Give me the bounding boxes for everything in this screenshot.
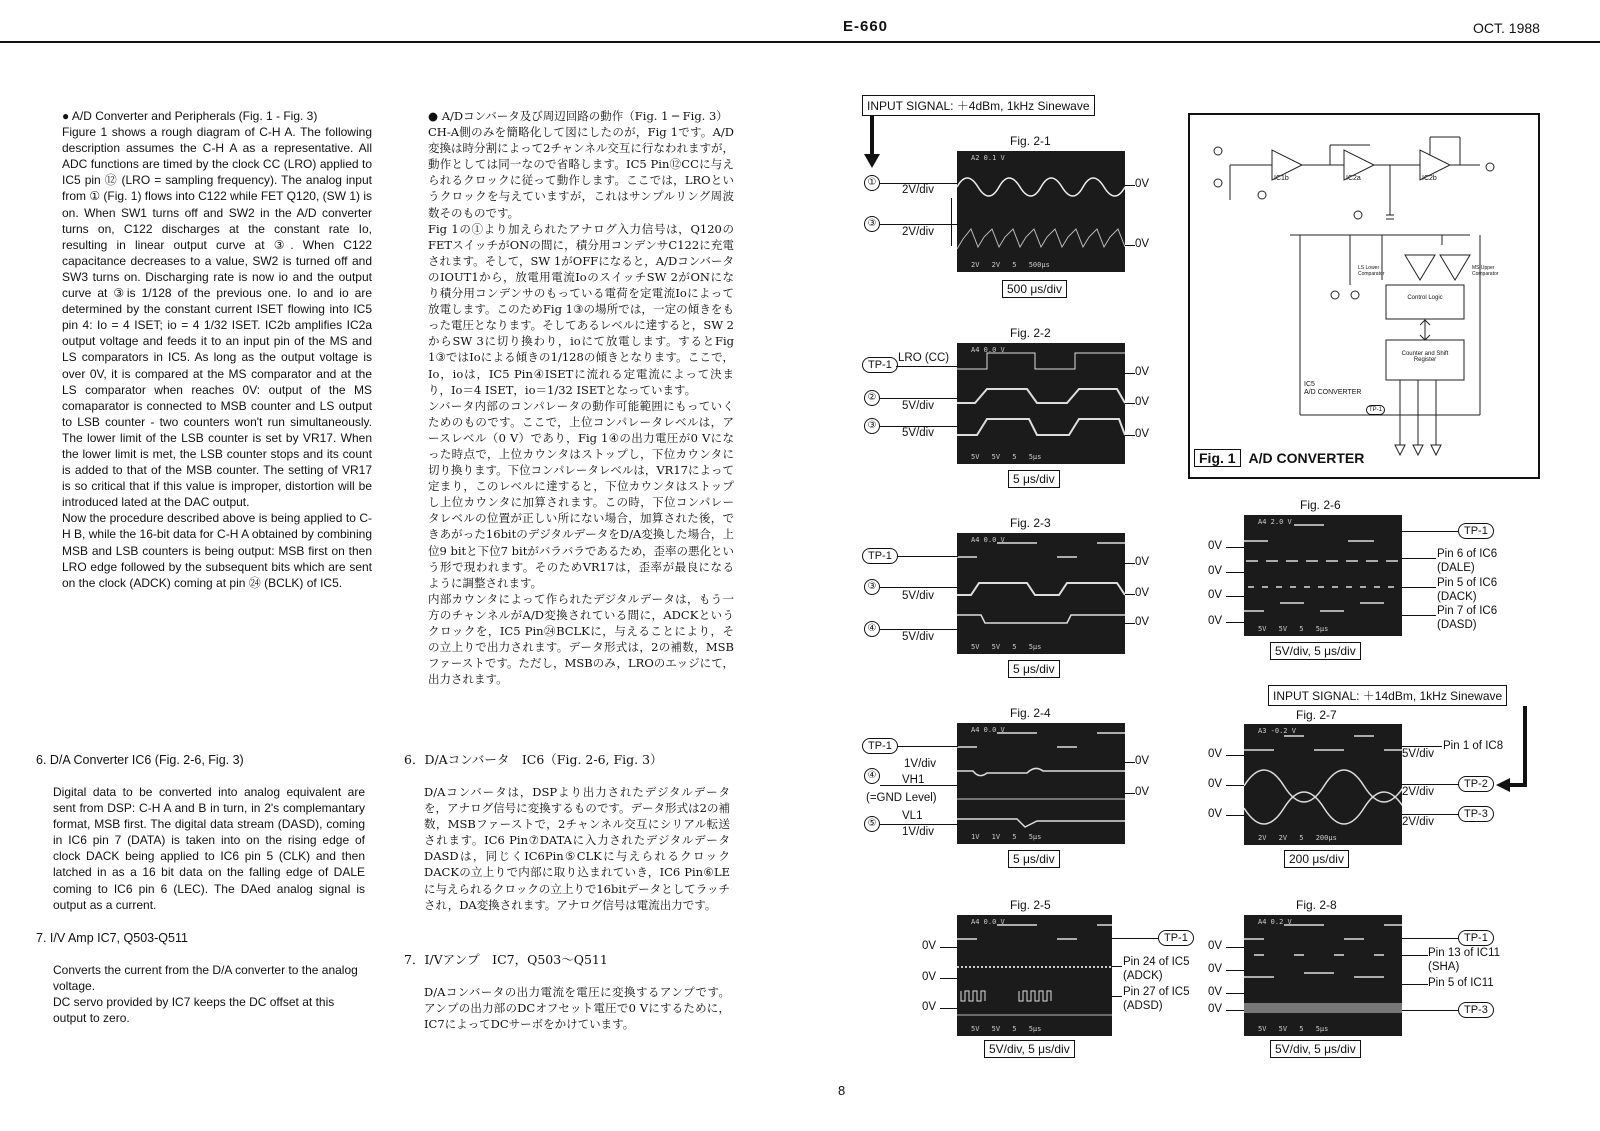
fig-2-3-zero1-line <box>1125 563 1135 564</box>
japanese-column <box>428 108 734 687</box>
fig-2-6-tp1-line <box>1402 531 1458 532</box>
jp-sec7-body: D/Aコンバータの出力電流を電圧に変換するアンプです。アンプの出力部のDCオフセット電圧で0 Vにするために，IC7によってDCサーボをかけています。 <box>424 985 730 1032</box>
en-sec7-title: 7. I/V Amp IC7, Q503-Q511 <box>36 931 188 945</box>
fig-2-6-zero2: 0V <box>1208 565 1223 577</box>
fig-2-2-ch2-scale: 5V/div <box>902 400 934 412</box>
fig-2-5-p24-line <box>1112 966 1122 967</box>
fig-2-7-scope <box>1244 724 1402 845</box>
fig-2-4-scope-top: A4 0.0 V <box>971 726 1005 734</box>
fig-2-8-zero3-line <box>1226 993 1244 994</box>
input-signal-2: INPUT SIGNAL: ＋14dBm, 1kHz Sinewave <box>1268 685 1507 706</box>
fig-2-7-zero3-line <box>1226 815 1244 816</box>
fig-2-4-scope-bottom: 1V 1V 5 5μs <box>971 833 1042 841</box>
fig-2-3-tp1: TP-1 <box>862 548 898 564</box>
fig-1-adconv: A/D CONVERTER <box>1304 389 1362 396</box>
fig-2-5-zero3-line <box>940 1008 957 1009</box>
fig-2-1-ch2-line <box>880 224 958 225</box>
fig-2-5-p27-line <box>1112 996 1122 997</box>
fig-2-4-vh-label: VH1 <box>902 774 925 786</box>
fig-2-2-marker-3: ③ <box>864 418 880 434</box>
fig-2-6-p5-line <box>1402 587 1436 588</box>
fig-2-1-zero2-line <box>1125 245 1135 246</box>
fig-2-3-scope <box>957 533 1125 654</box>
fig-2-8-pin13: Pin 13 of IC11 <box>1428 947 1501 959</box>
fig-2-3-zero3: 0V <box>1135 616 1150 628</box>
fig-2-7-zero2: 0V <box>1208 778 1223 790</box>
fig-2-1-timebase: 500 μs/div <box>1002 280 1067 298</box>
fig-2-8-pin5: Pin 5 of IC11 <box>1428 977 1494 989</box>
fig-2-3-scope-bottom: 5V 5V 5 5μs <box>971 643 1042 651</box>
fig-2-2-zero2: 0V <box>1135 396 1150 408</box>
input-arrow-head <box>864 154 880 168</box>
en-sec6-title: 6. D/A Converter IC6 (Fig. 2-6, Fig. 3) <box>36 753 244 767</box>
fig-2-8-zero1: 0V <box>1208 940 1223 952</box>
fig-1-caption-num: Fig. 1 <box>1194 449 1241 467</box>
fig-2-3-ch3-line <box>880 587 958 588</box>
fig-2-1-scope <box>957 151 1125 272</box>
fig-2-6-p6-line <box>1402 558 1436 559</box>
en-sec6-body: Digital data to be converted into analog equivalent are sent from DSP: C-H A and B in turn, in 2's complemantary format, MSB first. The digital data stream (DASD), coming in IC6 pin 7 (DATA) is taken into on the rising edge of clock DACK being applied to IC6 pin 5 (CLK) and then latched in as a 16 bit data on the falling edge of DALE coming to IC6 pin 6 (LEC). The DAed analog signal is output as a current. <box>53 785 365 912</box>
fig-2-5-pin27: Pin 27 of IC5 <box>1123 986 1190 998</box>
fig-2-3-zero2: 0V <box>1135 587 1150 599</box>
fig-2-8-scope-bottom: 5V 5V 5 5μs <box>1258 1025 1329 1033</box>
fig-2-8-zero4-line <box>1226 1010 1244 1011</box>
fig-2-7-tp2: TP-2 <box>1458 776 1494 792</box>
fig-2-2-zero2-line <box>1125 403 1135 404</box>
fig-2-7-pin1-line <box>1402 746 1442 747</box>
fig-2-2-marker-2: ② <box>864 390 880 406</box>
fig-2-1-zero1: 0V <box>1135 178 1150 190</box>
input2-arrow-head <box>1496 778 1510 792</box>
fig-2-8-zero1-line <box>1226 947 1244 948</box>
fig-2-1-zero1-line <box>1125 185 1135 186</box>
fig-2-2-lro-line <box>896 366 958 367</box>
fig-1-counter: Counter and Shift Register <box>1401 351 1449 363</box>
input2-arrow-shaft <box>1523 706 1527 786</box>
fig-2-4-timebase: 5 μs/div <box>1008 850 1060 868</box>
jp-sec5-body: CH-A側のみを簡略化して図にしたのが，Fig 1です。A/D変換は時分割によって2チャンネル交互に行なわれますが，動作としては同一なので省略します。IC5 Pin⑫CCに与えられるクロックに従って動作します。ここでは，LROというクロックを与えていますが，これはサンプルリング周波数そのものです。 <box>428 125 734 220</box>
fig-2-2-ch3-scale: 5V/div <box>902 427 934 439</box>
fig-2-5-timebase: 5V/div, 5 μs/div <box>984 1040 1075 1058</box>
fig-2-4-ch2-scale: 1V/div <box>902 826 934 838</box>
en-sec5-body: Figure 1 shows a rough diagram of C-H A. The following description assumes the C-H A as a representative. All ADC functions are timed by the clock CC (LRO) applied to IC5 pin ⑫ (LRO = sampling frequency). The analog input from ① (Fig. 1) flows into C122 while FET Q120, (SW 1) is on. When SW1 turns off and SW2 in the A/D converter turns on, C122 discharges at the constant rate Io, resulting in linear output curve at ③. When C122 capacitance decreases to a value, SW2 is turned off and SW3 turns on. Discharging rate is now io and the output curve at ③is 1/128 of the previous one. Io and io are determined by the constant current ISET flowing into IC5 pin 4: Io = 4 ISET; io = 4 1/32 ISET. IC2b amplifies IC2a output voltage and feeds it to an input pin of the MS and LS comparators in IC5. As long as the output voltage is over 0V, it is compared at the MS comparator and at the LS comparator when reaches 0V: output of the MS comaparator is connected to MSB counter and LS output to LSB counter - two counters won't run simultaneously. The lower limit of the LSB counter is set by VR17. When the lower limit is met, the LSB counter stops and its count is added to that of the MSB counter. The setting of VR17 is so critical that if this value is improper, distortion will be introduced lated at the DAC output. <box>62 125 372 510</box>
fig-2-7-tp3-line <box>1402 814 1460 815</box>
fig-2-8-zero3: 0V <box>1208 986 1223 998</box>
fig-2-1-scope-top: A2 0.1 V <box>971 154 1005 162</box>
fig-2-6-pin5: Pin 5 of IC6 <box>1437 577 1498 589</box>
fig-2-4-vl-label: VL1 <box>902 810 923 822</box>
fig-1-tp1: TP-1 <box>1366 405 1385 415</box>
fig-2-6-timebase: 5V/div, 5 μs/div <box>1270 642 1361 660</box>
fig-2-2-ch3-line <box>880 426 958 427</box>
fig-2-5-tp1: TP-1 <box>1158 930 1194 946</box>
fig-2-2-zero3-line <box>1125 435 1135 436</box>
fig-1-lower-comparator: LS Lower Comparator <box>1358 265 1385 277</box>
fig-2-8-zero2: 0V <box>1208 963 1223 975</box>
fig-2-6-zero4-line <box>1226 622 1244 623</box>
fig-2-2-title: Fig. 2-2 <box>1010 326 1051 340</box>
fig-2-5-zero1: 0V <box>922 940 937 952</box>
fig-2-4-title: Fig. 2-4 <box>1010 706 1051 720</box>
fig-2-4-zero1-line <box>1125 762 1135 763</box>
fig-2-6-scope-bottom: 5V 5V 5 5μs <box>1258 625 1329 633</box>
fig-2-5-tp1-line <box>1112 938 1158 939</box>
fig-2-5-zero2: 0V <box>922 971 937 983</box>
fig-2-8-title: Fig. 2-8 <box>1296 898 1337 912</box>
fig-2-8-scope <box>1244 915 1402 1036</box>
fig-1-caption <box>1194 450 1364 466</box>
fig-2-7-tp3: TP-3 <box>1458 806 1494 822</box>
fig-2-3-title: Fig. 2-3 <box>1010 516 1051 530</box>
fig-2-7-zero3: 0V <box>1208 808 1223 820</box>
fig-2-3-ch4-scale: 5V/div <box>902 631 934 643</box>
fig-2-8-p5-line <box>1402 984 1428 985</box>
fig-2-2-tp1: TP-1 <box>862 357 898 373</box>
fig-2-6-zero3-line <box>1226 596 1244 597</box>
en-sec5-title: ● A/D Converter and Peripherals (Fig. 1 - Fig. 3) <box>62 109 318 123</box>
fig-1-ic2a: IC2a <box>1346 175 1361 182</box>
fig-2-6-title: Fig. 2-6 <box>1300 498 1341 512</box>
fig-2-4-tp1: TP-1 <box>862 738 898 754</box>
jp-sec5-body2: Fig 1の①より加えられたアナログ入力信号は，Q120のFETスイッチがONの間に，積分用コンデンサC122に充電されます。そして，SW 1がOFFになると，A/DコンバータのIOUT1から，放電用電流IoのスイッチSW 2がONになり積分用コンデンサのもっている電荷を定電流Ioによって放電します。このためFig 1③の場所では，一定の傾きをもった電圧となります。そしてあるレベルに達すると，SW 2からSW 3に切り換わり，ioにて放電します。するとFig 1③ではIoによる傾きの1/128の傾きとなります。ここで，Io，ioは，IC5 Pin④ISETに流れる定電流によって決まり，Io＝4 ISET，io＝1/32 ISETとなっています。 <box>428 221 734 397</box>
fig-2-3-marker-3: ③ <box>864 579 880 595</box>
jp-sec5-body3: ンバータ内部のコンパレータの動作可能範囲にもっていくためのものです。ここで，上位コンパレータレベルは，アースレベル（0 V）であり，Fig 1④の出力電圧が0 Vになった時点で，上位カウンタはストップし，下位カウンタに切り換ります。下位コンパレータレベルは，VR17によって定まり，このレベルに達すると，下位カウンタはストップし上位カウンタに加算されます。この時，下位コンパレータレベルの位置が正しい所にない場合，加算された後，できあがった16bitのデジタルデータをD/A変換した場合，上位9 bitと下位7 bitがバラバラであるため，歪率の悪化という形で現われます。そのためVR17は，歪率が最良になるように調整されます。 <box>428 398 734 590</box>
fig-2-8-tp1-line <box>1402 938 1458 939</box>
fig-2-5-adck: (ADCK) <box>1123 970 1163 982</box>
fig-2-6-zero4: 0V <box>1208 615 1223 627</box>
fig-2-6-tp1: TP-1 <box>1458 523 1494 539</box>
fig-2-8-zero2-line <box>1226 970 1244 971</box>
header-rule <box>0 41 1600 43</box>
fig-2-5-zero1-line <box>940 947 957 948</box>
fig-2-2-scope-bottom: 5V 5V 5 5μs <box>971 453 1042 461</box>
fig-2-8-timebase: 5V/div, 5 μs/div <box>1270 1040 1361 1058</box>
fig-1-ic1b: IC1b <box>1274 175 1289 182</box>
fig-2-6-dack: (DACK) <box>1437 591 1477 603</box>
fig-2-5-adsd: (ADSD) <box>1123 1000 1163 1012</box>
input-arrow-shaft <box>870 116 874 156</box>
jp-sec6-body: D/Aコンバータは，DSPより出力されたデジタルデータを，アナログ信号に変換するものです。データ形式は2の補数，MSBファーストで，2チャンネル交互にシリアル転送されます。IC6 Pin⑦DATAに入力されたデジタルデータDASDは，同じくIC6Pin⑤CLKに与えられるクロックDACKの立上りで内部に取り込まれていき，IC6 Pin⑥LEに与えられるクロックの立上りで16bitデータとしてラッチされ，DA変換されます。アナログ信号は電流出力です。 <box>424 785 730 912</box>
fig-2-3-tp1-line <box>898 556 958 557</box>
fig-2-3-zero1: 0V <box>1135 556 1150 568</box>
fig-2-2-scope-top: A4 0.0 V <box>971 346 1005 354</box>
en-sec7-body2: DC servo provided by IC7 keeps the DC offset at this output to zero. <box>53 995 335 1026</box>
english-column <box>62 108 372 591</box>
fig-2-1-bracket <box>951 198 952 246</box>
fig-2-7-zero1: 0V <box>1208 748 1223 760</box>
fig-2-3-timebase: 5 μs/div <box>1008 660 1060 678</box>
en-sec7-body1: Converts the current from the D/A converter to the analog voltage. <box>53 963 358 994</box>
fig-2-6-zero1: 0V <box>1208 540 1223 552</box>
fig-2-4-zero2-line <box>1125 793 1135 794</box>
fig-2-6-dasd: (DASD) <box>1437 619 1477 631</box>
fig-1-ic2b: IC2b <box>1422 175 1437 182</box>
fig-2-1-scope-bottom: 2V 2V 5 500μs <box>971 261 1050 269</box>
fig-2-5-zero3: 0V <box>922 1001 937 1013</box>
fig-2-5-scope-bottom: 5V 5V 5 5μs <box>971 1025 1042 1033</box>
fig-2-3-scope-top: A4 0.0 V <box>971 536 1005 544</box>
fig-2-5-pin24: Pin 24 of IC5 <box>1123 956 1190 968</box>
fig-2-1-ch1-scale: 2V/div <box>902 184 934 196</box>
fig-2-7-tp2-line <box>1402 784 1460 785</box>
fig-2-5-zero2-line <box>940 978 957 979</box>
fig-2-1-zero2: 0V <box>1135 238 1150 250</box>
fig-1-caption-text: A/D CONVERTER <box>1248 450 1365 466</box>
fig-2-3-ch3-scale: 5V/div <box>902 590 934 602</box>
fig-2-7-zero1-line <box>1226 755 1244 756</box>
fig-2-7-scope-bottom: 2V 2V 5 200μs <box>1258 834 1337 842</box>
fig-2-1-ch2-scale: 2V/div <box>902 226 934 238</box>
fig-2-3-zero3-line <box>1125 623 1135 624</box>
fig-2-4-gnd-label: (=GND Level) <box>866 792 937 804</box>
page-number: 8 <box>838 1083 846 1098</box>
fig-2-4-marker-5: ⑤ <box>864 816 880 832</box>
fig-2-1-ch1-line <box>880 183 958 184</box>
fig-2-6-pin7: Pin 7 of IC6 <box>1437 605 1498 617</box>
fig-2-4-marker-4: ④ <box>864 768 880 784</box>
jp-sec5-title: ● A/Dコンバータ及び周辺回路の動作（Fig. 1 ─ Fig. 3） <box>428 109 728 123</box>
fig-2-4-tp1-line <box>898 746 958 747</box>
fig-2-8-tp1: TP-1 <box>1458 930 1494 946</box>
fig-2-2-zero1: 0V <box>1135 366 1150 378</box>
fig-2-6-zero1-line <box>1226 547 1244 548</box>
fig-2-4-ch1-scale: 1V/div <box>904 758 936 770</box>
fig-2-8-zero4: 0V <box>1208 1003 1223 1015</box>
fig-2-2-zero1-line <box>1125 373 1135 374</box>
fig-1-control-logic: Control Logic <box>1407 295 1443 301</box>
fig-2-6-scope-top: A4 2.0 V <box>1258 518 1292 526</box>
fig-2-6-dale: (DALE) <box>1437 562 1475 574</box>
jp-sec5-body4: 内部カウンタによって作られたデジタルデータは，もう一方のチャンネルがA/D変換されている間に，ADCKというクロックを，IC5 Pin㉔BCLKに，与えることにより，その立上りで出力されます。データ形式は，2の補数，MSBファーストです。ただし，MSBのみ，LROのエッジにて，出力されます。 <box>428 591 734 687</box>
en-sec5-body2: Now the procedure described above is being applied to C-H B, while the 16-bit data for C-H A obtained by combining MSB and LSB counters is being output: MSB first on then LRO edge followed by the subsequent bits which are sent on the clock (ADCK) coming at pin ㉔ (BCLK) of IC5. <box>62 511 372 590</box>
fig-1-upper-comparator: MS Upper Comparator <box>1472 265 1499 277</box>
fig-2-7-ch2-scale: 2V/div <box>1402 786 1434 798</box>
fig-2-2-timebase: 5 μs/div <box>1008 470 1060 488</box>
fig-2-4-vl-line <box>880 824 958 825</box>
fig-2-3-ch4-line <box>880 629 958 630</box>
document-model: E-660 <box>843 18 889 35</box>
fig-1-frame <box>1188 113 1540 479</box>
fig-2-7-ch1-scale: 5V/div <box>1402 748 1434 760</box>
fig-2-6-pin6: Pin 6 of IC6 <box>1437 548 1498 560</box>
fig-2-6-scope <box>1244 515 1402 636</box>
fig-2-5-title: Fig. 2-5 <box>1010 898 1051 912</box>
fig-2-7-scope-top: A3 -0.2 V <box>1258 727 1296 735</box>
fig-2-6-zero3: 0V <box>1208 589 1223 601</box>
fig-1-ic5: IC5 <box>1304 381 1315 388</box>
fig-2-8-p13-line <box>1402 955 1428 956</box>
fig-2-2-ch2-line <box>880 398 958 399</box>
document-date: OCT. 1988 <box>1473 20 1540 36</box>
fig-2-2-lro-label: LRO (CC) <box>898 352 950 364</box>
fig-2-7-zero2-line <box>1226 785 1244 786</box>
fig-2-1-marker-3: ③ <box>864 216 880 232</box>
fig-2-7-timebase: 200 μs/div <box>1284 850 1349 868</box>
fig-2-3-zero2-line <box>1125 594 1135 595</box>
fig-2-2-scope <box>957 343 1125 464</box>
input-signal-1: INPUT SIGNAL: ＋4dBm, 1kHz Sinewave <box>862 95 1095 116</box>
fig-2-7-title: Fig. 2-7 <box>1296 708 1337 722</box>
fig-2-4-zero1: 0V <box>1135 755 1150 767</box>
fig-2-1-marker-1: ① <box>864 175 880 191</box>
fig-2-1-title: Fig. 2-1 <box>1010 134 1051 148</box>
fig-2-8-tp3: TP-3 <box>1458 1002 1494 1018</box>
fig-2-3-marker-4: ④ <box>864 621 880 637</box>
input2-arrow-arm <box>1510 783 1527 787</box>
fig-2-5-scope-top: A4 0.0 V <box>971 918 1005 926</box>
fig-2-6-p7-line <box>1402 615 1436 616</box>
fig-2-4-zero2: 0V <box>1135 786 1150 798</box>
fig-2-2-zero3: 0V <box>1135 428 1150 440</box>
fig-2-7-pin1: Pin 1 of IC8 <box>1443 740 1504 752</box>
fig-2-6-zero2-line <box>1226 572 1244 573</box>
fig-2-7-ch3-scale: 2V/div <box>1402 816 1434 828</box>
fig-2-8-tp3-line <box>1402 1010 1458 1011</box>
fig-2-8-scope-top: A4 0.2 V <box>1258 918 1292 926</box>
jp-sec6-title: 6．D/Aコンバータ IC6（Fig. 2-6, Fig. 3） <box>404 752 663 767</box>
fig-2-8-sha: (SHA) <box>1428 961 1460 973</box>
jp-sec7-title: 7．I/Vアンプ IC7，Q503〜Q511 <box>404 952 608 967</box>
fig-2-4-scope <box>957 723 1125 844</box>
fig-2-5-scope <box>957 915 1112 1036</box>
